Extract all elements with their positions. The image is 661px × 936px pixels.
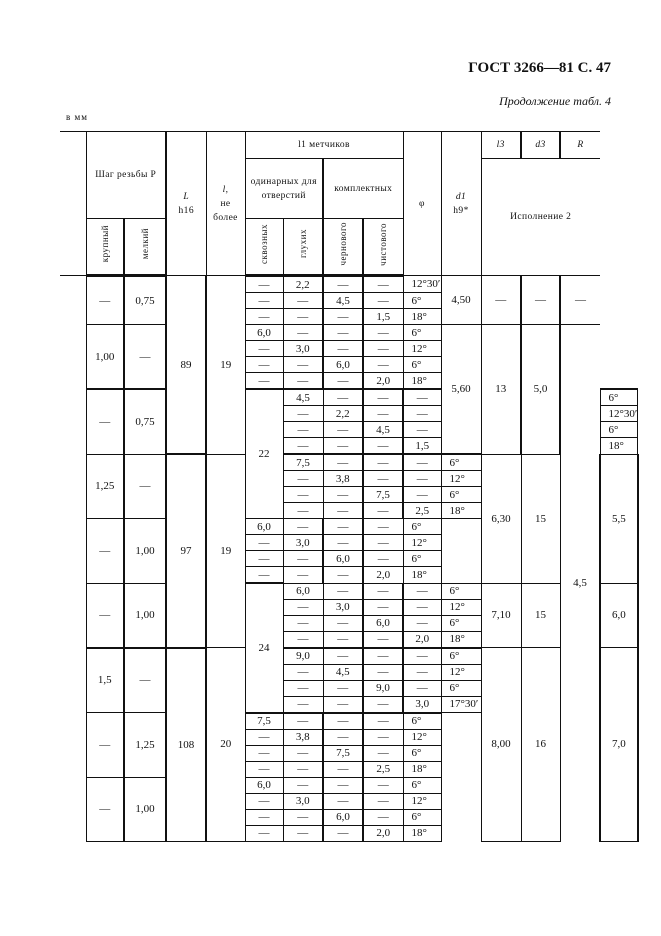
- phi-cell: 12°: [441, 599, 481, 615]
- blank-margin-cell: [60, 132, 86, 276]
- finish-cell: —: [363, 341, 403, 357]
- blind-cell: —: [323, 422, 363, 438]
- pitch-coarse-cell: —: [86, 389, 124, 454]
- phi-cell: 17°30′: [441, 696, 481, 713]
- through-cell: —: [283, 631, 323, 648]
- rough-cell: 7,5: [363, 487, 403, 503]
- finish-cell: 1,5: [363, 309, 403, 325]
- through-cell: —: [283, 487, 323, 503]
- phi-cell: 12°30′: [600, 406, 638, 422]
- through-cell: —: [245, 535, 283, 551]
- phi-cell: 18°: [403, 567, 441, 584]
- finish-cell: —: [403, 487, 441, 503]
- d3-header: d3: [521, 132, 560, 159]
- through-cell: 6,0: [283, 583, 323, 599]
- blind-cell: —: [323, 503, 363, 519]
- phi-cell: 18°: [403, 761, 441, 777]
- blind-cell: 2,2: [283, 276, 323, 293]
- finish-cell: 2,0: [403, 631, 441, 648]
- finish-cell: 3,0: [403, 696, 441, 713]
- blind-cell: —: [323, 487, 363, 503]
- finish-cell: —: [363, 276, 403, 293]
- finish-cell: 2,0: [363, 825, 403, 841]
- blind-cell: 4,5: [323, 664, 363, 680]
- l3-cell: 13: [481, 325, 521, 455]
- through-cell: —: [245, 357, 283, 373]
- pitch-fine-cell: 1,00: [124, 583, 166, 648]
- through-cell: 7,5: [245, 713, 283, 730]
- phi-cell: 12°: [441, 471, 481, 487]
- through-cell: —: [245, 293, 283, 309]
- pitch-fine-header: мелкий: [124, 219, 166, 276]
- finish-cell: —: [363, 793, 403, 809]
- d3-cell: —: [521, 276, 560, 325]
- table-row: [60, 648, 638, 665]
- rough-cell: —: [363, 438, 403, 455]
- rough-cell: 6,0: [323, 357, 363, 373]
- finish-cell: —: [403, 664, 441, 680]
- l3-header: l3: [481, 132, 521, 159]
- phi-cell: 18°: [441, 631, 481, 648]
- rough-cell: —: [323, 713, 363, 730]
- rough-cell: —: [323, 535, 363, 551]
- single-taps-header: одинарных для отверстий: [245, 159, 323, 219]
- finish-cell: 2,0: [363, 567, 403, 584]
- phi-cell: 18°: [403, 373, 441, 390]
- finish-cell: —: [403, 406, 441, 422]
- blank-margin-cell: [60, 583, 86, 648]
- table-continuation-label: Продолжение табл. 4: [499, 94, 611, 108]
- blind-cell: —: [323, 389, 363, 406]
- finish-cell: —: [403, 389, 441, 406]
- L-header: L h16: [166, 132, 206, 276]
- pitch-fine-cell: 0,75: [124, 276, 166, 325]
- phi-cell: 6°: [403, 519, 441, 535]
- rough-cell: —: [323, 825, 363, 841]
- finish-cell: —: [403, 471, 441, 487]
- rough-cell: —: [323, 276, 363, 293]
- blind-cell: 3,8: [283, 729, 323, 745]
- phi-cell: 12°: [403, 793, 441, 809]
- rough-cell: 9,0: [363, 680, 403, 696]
- d1-cell: 4,50: [441, 276, 481, 325]
- pitch-coarse-cell: —: [86, 713, 124, 778]
- d1-cell: 7,10: [481, 583, 521, 648]
- finish-cell: —: [403, 599, 441, 615]
- l-cell: 19: [206, 276, 245, 455]
- rough-cell: —: [363, 406, 403, 422]
- blind-cell: —: [323, 615, 363, 631]
- blind-cell: —: [283, 825, 323, 841]
- through-cell: —: [245, 551, 283, 567]
- l3-cell: 15: [521, 454, 560, 583]
- finish-cell: 2,0: [363, 373, 403, 390]
- L-cell: 89: [166, 276, 206, 455]
- pitch-fine-cell: 1,25: [124, 713, 166, 778]
- phi-cell: 6°: [441, 648, 481, 665]
- blank-margin-cell: [60, 276, 86, 325]
- pitch-fine-cell: 1,00: [124, 777, 166, 841]
- pitch-fine-cell: 1,00: [124, 519, 166, 584]
- pitch-coarse-header: крупный: [86, 219, 124, 276]
- d3-cell: 5,5: [600, 454, 638, 583]
- blank-margin-cell: [60, 519, 86, 584]
- finish-cell: —: [363, 293, 403, 309]
- d1-cell: 5,60: [441, 325, 481, 455]
- through-cell: 6,0: [245, 519, 283, 535]
- L-cell: 108: [166, 648, 206, 842]
- finish-cell: —: [403, 648, 441, 665]
- through-cell: —: [283, 696, 323, 713]
- finish-cell: —: [363, 357, 403, 373]
- phi-cell: 12°: [403, 729, 441, 745]
- finish-cell: —: [363, 551, 403, 567]
- document-title: ГОСТ 3266—81 С. 47: [468, 60, 611, 76]
- d1-cell: 6,30: [481, 454, 521, 583]
- through-cell: 4,5: [283, 389, 323, 406]
- l3-cell: —: [481, 276, 521, 325]
- through-cell: —: [283, 438, 323, 455]
- phi-cell: 6°: [403, 551, 441, 567]
- rough-cell: 6,0: [323, 809, 363, 825]
- phi-cell: 6°: [403, 745, 441, 761]
- finish-cell: —: [403, 583, 441, 599]
- rough-cell: —: [323, 567, 363, 584]
- pitch-coarse-cell: —: [86, 777, 124, 841]
- pitch-coarse-cell: —: [86, 519, 124, 584]
- finish-cell: —: [363, 325, 403, 341]
- rough-cell: 4,5: [323, 293, 363, 309]
- finish-cell: —: [363, 535, 403, 551]
- pitch-coarse-cell: —: [86, 583, 124, 648]
- rough-cell: —: [323, 325, 363, 341]
- L-cell: 97: [166, 454, 206, 648]
- blind-cell: —: [323, 680, 363, 696]
- through-cell: —: [245, 309, 283, 325]
- through-cell: —: [283, 599, 323, 615]
- finish-cell: —: [363, 809, 403, 825]
- through-header: сквозных: [245, 219, 283, 276]
- finish-cell: 1,5: [403, 438, 441, 455]
- execution-header: Исполнение 2: [481, 159, 600, 276]
- finish-header: чистового: [363, 219, 403, 276]
- units-label: в мм: [66, 112, 88, 122]
- through-cell: —: [283, 503, 323, 519]
- blind-cell: —: [283, 373, 323, 390]
- d1-header: d1 h9*: [441, 132, 481, 276]
- rough-cell: —: [363, 631, 403, 648]
- blind-cell: —: [323, 696, 363, 713]
- finish-cell: 2,5: [363, 761, 403, 777]
- thread-tap-table: [60, 131, 639, 842]
- phi-cell: 6°: [403, 809, 441, 825]
- table-row: [60, 454, 638, 471]
- phi-cell: 6°: [600, 422, 638, 438]
- blank-margin-cell: [60, 454, 86, 519]
- phi-cell: 18°: [600, 438, 638, 455]
- finish-cell: —: [403, 615, 441, 631]
- blank-margin-cell: [60, 389, 86, 454]
- phi-cell: 6°: [403, 357, 441, 373]
- blind-cell: —: [323, 583, 363, 599]
- phi-cell: 6°: [403, 325, 441, 341]
- d3-cell: 5,0: [521, 325, 560, 455]
- blind-cell: 3,8: [323, 471, 363, 487]
- through-cell: —: [245, 729, 283, 745]
- phi-cell: 18°: [403, 825, 441, 841]
- finish-cell: —: [363, 713, 403, 730]
- phi-cell: 12°30′: [403, 276, 441, 293]
- blind-cell: —: [283, 325, 323, 341]
- finish-cell: —: [363, 745, 403, 761]
- through-cell: —: [245, 341, 283, 357]
- blind-cell: —: [283, 713, 323, 730]
- pitch-coarse-cell: —: [86, 276, 124, 325]
- pitch-fine-cell: —: [124, 325, 166, 390]
- rough-cell: —: [363, 583, 403, 599]
- phi-cell: 6°: [403, 713, 441, 730]
- blind-cell: —: [283, 551, 323, 567]
- through-cell: —: [245, 809, 283, 825]
- rough-cell: —: [323, 777, 363, 793]
- rough-cell: —: [323, 309, 363, 325]
- rough-cell: 4,5: [363, 422, 403, 438]
- finish-cell: —: [363, 777, 403, 793]
- pitch-coarse-cell: 1,25: [86, 454, 124, 519]
- rough-cell: —: [363, 599, 403, 615]
- through-cell: —: [245, 825, 283, 841]
- table-row: [60, 583, 638, 599]
- table-row: [60, 276, 638, 293]
- rough-cell: —: [363, 389, 403, 406]
- blind-cell: 2,2: [323, 406, 363, 422]
- blind-cell: —: [283, 745, 323, 761]
- blind-cell: —: [323, 648, 363, 665]
- blank-margin-cell: [60, 325, 86, 390]
- finish-cell: —: [403, 680, 441, 696]
- rough-cell: —: [363, 648, 403, 665]
- finish-cell: —: [363, 519, 403, 535]
- rough-cell: —: [323, 341, 363, 357]
- blind-cell: 3,0: [323, 599, 363, 615]
- R-cell: —: [560, 276, 600, 325]
- pitch-fine-cell: —: [124, 648, 166, 713]
- blind-cell: 3,0: [283, 535, 323, 551]
- d3-cell: 6,0: [600, 583, 638, 648]
- through-cell: —: [245, 276, 283, 293]
- through-cell: —: [283, 664, 323, 680]
- blind-cell: —: [283, 567, 323, 584]
- rough-cell: —: [323, 793, 363, 809]
- rough-cell: —: [363, 454, 403, 471]
- rough-cell: —: [363, 503, 403, 519]
- through-cell: —: [283, 422, 323, 438]
- l1-header: l1 метчиков: [245, 132, 403, 159]
- through-cell: —: [245, 567, 283, 584]
- R-header: R: [560, 132, 600, 159]
- d3-cell: 7,0: [600, 648, 638, 842]
- blind-cell: —: [283, 309, 323, 325]
- pitch-fine-cell: 0,75: [124, 389, 166, 454]
- through-cell: 7,5: [283, 454, 323, 471]
- rough-cell: —: [323, 729, 363, 745]
- rough-cell: —: [323, 373, 363, 390]
- rough-cell: —: [323, 519, 363, 535]
- finish-cell: —: [403, 422, 441, 438]
- through-cell: —: [245, 745, 283, 761]
- blank-margin-cell: [60, 777, 86, 841]
- l-cell: 20: [206, 648, 245, 842]
- pitch-coarse-cell: 1,00: [86, 325, 124, 390]
- through-cell: —: [283, 680, 323, 696]
- phi-cell: 6°: [441, 487, 481, 503]
- through-cell: —: [245, 373, 283, 390]
- phi-cell: 18°: [441, 503, 481, 519]
- through-cell: —: [283, 471, 323, 487]
- blind-cell: 3,0: [283, 341, 323, 357]
- phi-cell: 6°: [441, 454, 481, 471]
- rough-cell: —: [363, 696, 403, 713]
- through-cell: 9,0: [283, 648, 323, 665]
- blind-cell: —: [283, 777, 323, 793]
- d1-cell: 8,00: [481, 648, 521, 842]
- phi-cell: 6°: [600, 389, 638, 406]
- phi-cell: 6°: [403, 777, 441, 793]
- l3-cell: 15: [521, 583, 560, 648]
- l-cell: 22: [245, 389, 283, 519]
- pitch-coarse-cell: 1,5: [86, 648, 124, 713]
- rough-cell: —: [363, 664, 403, 680]
- blind-cell: —: [323, 454, 363, 471]
- pitch-header: Шаг резьбы P: [86, 132, 166, 219]
- blind-cell: —: [283, 293, 323, 309]
- blind-cell: —: [283, 761, 323, 777]
- phi-cell: 6°: [441, 680, 481, 696]
- phi-cell: 12°: [441, 664, 481, 680]
- blind-cell: —: [283, 519, 323, 535]
- pitch-fine-cell: —: [124, 454, 166, 519]
- blind-cell: —: [283, 357, 323, 373]
- l-cell: 19: [206, 454, 245, 648]
- blind-cell: —: [283, 809, 323, 825]
- phi-cell: 6°: [441, 583, 481, 599]
- through-cell: 6,0: [245, 777, 283, 793]
- set-taps-header: комплектных: [323, 159, 403, 219]
- blind-cell: —: [323, 438, 363, 455]
- phi-cell: 12°: [403, 341, 441, 357]
- l-header: l, не более: [206, 132, 245, 276]
- blind-cell: 3,0: [283, 793, 323, 809]
- phi-header: φ: [403, 132, 441, 276]
- through-cell: —: [283, 615, 323, 631]
- R-cell: 4,5: [560, 325, 600, 842]
- blind-cell: —: [323, 631, 363, 648]
- table-row: [60, 325, 638, 341]
- l3-cell: 16: [521, 648, 560, 842]
- rough-header: чернового: [323, 219, 363, 276]
- rough-cell: —: [363, 471, 403, 487]
- through-cell: 6,0: [245, 325, 283, 341]
- finish-cell: 2,5: [403, 503, 441, 519]
- rough-cell: 7,5: [323, 745, 363, 761]
- finish-cell: —: [403, 454, 441, 471]
- rough-cell: 6,0: [323, 551, 363, 567]
- rough-cell: —: [323, 761, 363, 777]
- phi-cell: 12°: [403, 535, 441, 551]
- blank-margin-cell: [60, 713, 86, 778]
- through-cell: —: [245, 761, 283, 777]
- phi-cell: 6°: [403, 293, 441, 309]
- blank-margin-cell: [60, 648, 86, 713]
- through-cell: —: [245, 793, 283, 809]
- through-cell: —: [283, 406, 323, 422]
- l-cell: 24: [245, 583, 283, 713]
- finish-cell: —: [363, 729, 403, 745]
- phi-cell: 18°: [403, 309, 441, 325]
- phi-cell: 6°: [441, 615, 481, 631]
- blind-header: глухих: [283, 219, 323, 276]
- rough-cell: 6,0: [363, 615, 403, 631]
